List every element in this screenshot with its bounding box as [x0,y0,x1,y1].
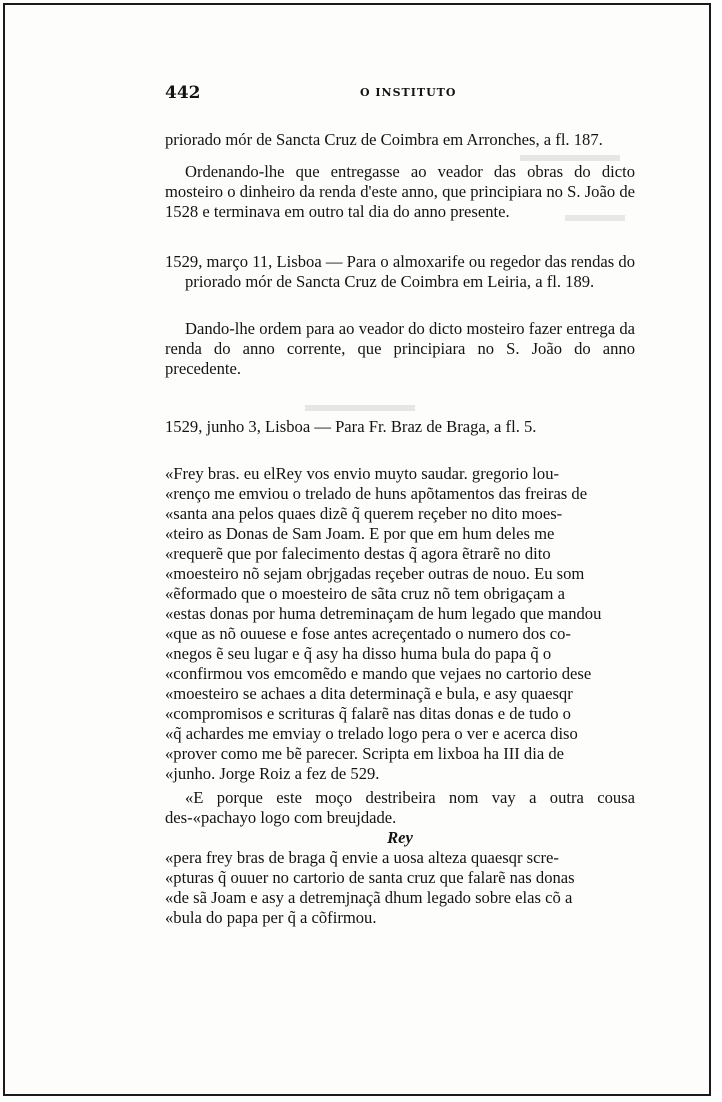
letter-line: «junho. Jorge Roiz a fez de 529. [165,764,380,783]
entry-summary: Dando-lhe ordem para ao veador do dicto mosteiro fazer entrega da renda do anno corrente, que principiara no S. João do anno precedente. [165,319,635,378]
letter-line: «que as nõ ouuese e fose antes acreçentado o numero dos co- [165,624,571,643]
letter-line: «teiro as Donas de Sam Joam. E por que em hum deles me [165,524,555,543]
entry-heading: priorado mór de Sancta Cruz de Coimbra em Arronches, a fl. 187. [165,130,603,149]
address-line: «de sã Joam e asy a detremjnaçã dhum legado sobre elas cõ a [165,888,573,907]
running-title: O INSTITUTO [360,86,457,99]
letter-line: «compromisos e scrituras q̃ falarẽ nas ditas donas e de tudo o [165,704,571,723]
letter-line: «moesteiro se achaes a dita determinaçã e bula, e asy quaesqr [165,684,573,703]
address-line: «pera frey bras de braga q̃ envie a uosa alteza quaesqr scre- [165,848,559,867]
letter-line: «confirmou vos emcomẽdo e mando que vejaes no cartorio dese [165,664,592,683]
entry-heading: 1529, junho 3, Lisboa — Para Fr. Braz de Braga, a fl. 5. [165,417,537,436]
letter-line: «negos ẽ seu lugar e q̃ asy ha disso huma bula do papa q̃ o [165,644,552,663]
letter-line: «Frey bras. eu elRey vos envio muyto saudar. gregorio lou- [165,464,560,483]
letter-postscript: «E porque este moço destribeira nom vay a outra cousa des-«pachayo logo com breujdade. [165,788,635,827]
entry-summary: Ordenando-lhe que entregasse ao veador das obras do dicto mosteiro o dinheiro da renda d'este anno, que principiara no S. João de 1528 e terminava em outro tal dia do anno presente. [165,162,635,221]
letter-line: «q̃ achardes me emviay o trelado logo pera o ver e acerca diso [165,724,578,743]
letter-line: «requerẽ que por falecimento destas q̃ agora ẽtrarẽ no dito [165,544,551,563]
transcribed-letter [165,464,635,928]
letter-line: «santa ana pelos quaes dizẽ q̃ querem reçeber no dito moes- [165,504,563,523]
letter-signature: Rey [387,828,413,847]
book-page [3,3,711,1096]
address-line: «bula do papa per q̃ a cõfirmou. [165,908,377,927]
entry-heading: 1529, março 11, Lisboa — Para o almoxarife ou regedor das rendas do priorado mór de Sancta Cruz de Coimbra em Leiria, a fl. 189. [165,252,635,291]
page-number: 442 [165,83,201,103]
letter-line: «ẽformado que o moesteiro de sãta cruz nõ tem obrigaçam a [165,584,565,603]
page-body [165,130,635,928]
letter-line: «prover como me bẽ parecer. Scripta em lixboa ha III dia de [165,744,565,763]
address-line: «pturas q̃ ouuer no cartorio de santa cruz que falarẽ nas donas [165,868,575,887]
letter-line: «moesteiro nõ sejam obrjgadas reçeber outras de nouo. Eu som [165,564,585,583]
letter-line: «estas donas por huma detreminaçam de hum legado que mandou [165,604,602,623]
letter-line: «renço me emviou o trelado de huns apõtamentos das freiras de [165,484,588,503]
